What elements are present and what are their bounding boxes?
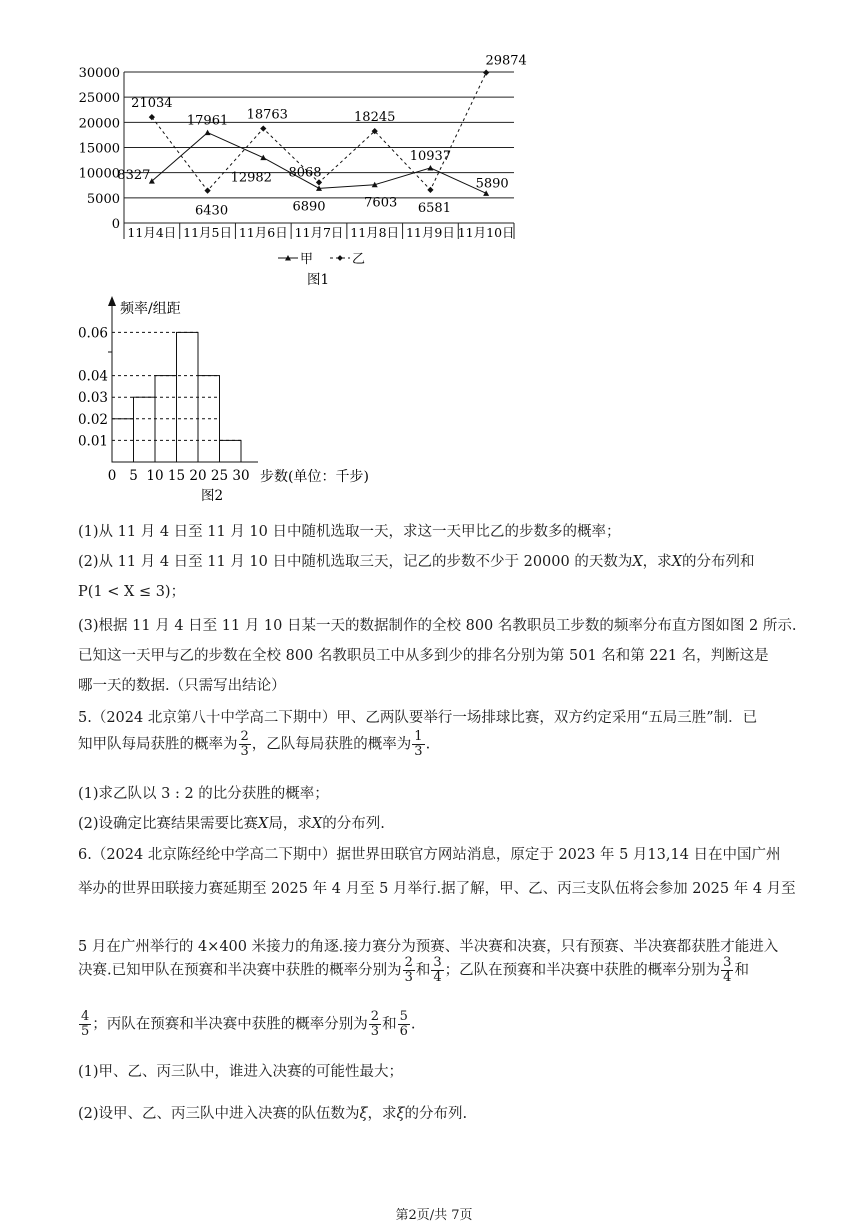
data-label: 6890 xyxy=(292,199,326,215)
q4-part3-line3: 哪一天的数据.（只需写出结论） xyxy=(78,678,286,694)
x-axis-title: 步数(单位：千步) xyxy=(260,469,369,485)
q6-text-c: ；乙队在预赛和半决赛中获胜的概率分别为 xyxy=(444,962,721,979)
y-tick-label: 0.01 xyxy=(77,433,108,450)
q4-part2-line2: P(1 < X ≤ 3)； xyxy=(78,584,186,600)
var-x: X xyxy=(671,554,682,570)
y-tick-label: 0.06 xyxy=(77,325,108,342)
q6-line4 xyxy=(78,956,749,985)
y-axis-arrow xyxy=(108,296,116,306)
page-footer: 第2页/共 7页 xyxy=(395,1208,473,1223)
fraction: $\frac{1}{3}$ xyxy=(414,729,423,759)
q5-text-b: ，乙队每局获胜的概率为 xyxy=(251,736,412,753)
x-tick-label: 5 xyxy=(129,468,138,484)
q6-part2-text-b: ，求 xyxy=(367,1106,397,1122)
data-label: 8068 xyxy=(288,165,322,181)
var-xi: ξ xyxy=(359,1106,368,1122)
fraction: $\frac{2}{3}$ xyxy=(240,729,249,759)
x-tick-label: 0 xyxy=(107,468,117,484)
q5-part2 xyxy=(78,812,385,833)
q6-text-f: 和 xyxy=(382,1016,397,1033)
q6-text-g: . xyxy=(410,1016,416,1033)
fraction: $\frac{5}{6}$ xyxy=(399,1009,408,1039)
q6-text-b: 和 xyxy=(415,962,431,979)
x-tick-label: 11月7日 xyxy=(294,225,344,240)
q6-text-d: 和 xyxy=(734,962,749,979)
q4-part2-text-c: 的分布列和 xyxy=(682,554,755,570)
x-tick-label: 20 xyxy=(189,468,207,484)
q6-heading: 6.（2024 北京陈经纶中学高二下期中）据世界田联官方网站消息，原定于 2023 年 5 月13,14 日在中国广州 xyxy=(78,847,781,863)
q6-line5 xyxy=(78,1010,415,1039)
q6-text-e: ；丙队在预赛和半决赛中获胜的概率分别为 xyxy=(92,1016,368,1033)
data-label: 21034 xyxy=(131,96,173,112)
fraction: $\frac{4}{5}$ xyxy=(81,1009,90,1039)
figure2-caption: 图2 xyxy=(200,488,224,504)
y-tick-label: 15000 xyxy=(78,141,120,157)
q6-part2-text-c: 的分布列. xyxy=(404,1106,468,1122)
x-tick-label: 11月10日 xyxy=(457,225,515,240)
q6-part2 xyxy=(78,1102,467,1123)
x-tick-label: 30 xyxy=(232,468,250,484)
q5-part1: (1)求乙队以 3 : 2 的比分获胜的概率； xyxy=(78,786,329,802)
x-tick-label: 11月8日 xyxy=(350,225,400,240)
q5-part2-text-c: 的分布列. xyxy=(322,816,385,832)
q5-line2 xyxy=(78,730,430,759)
fraction: $\frac{2}{3}$ xyxy=(404,955,413,985)
q5-heading: 5.（2024 北京第八十中学高二下期中）甲、乙两队要举行一场排球比赛，双方约定采用“五局三胜”制．已 xyxy=(78,710,758,726)
y-tick-label: 5000 xyxy=(86,191,120,207)
x-tick-label: 11月5日 xyxy=(183,225,233,240)
q6-part2-text-a: (2)设甲、乙、丙三队中进入决赛的队伍数为 xyxy=(78,1106,360,1122)
histogram-bar xyxy=(134,397,156,462)
histogram-bar xyxy=(220,440,242,462)
fraction: $\frac{3}{4}$ xyxy=(723,955,732,985)
q4-part3-line1: (3)根据 11 月 4 日至 11 月 10 日某一天的数据制作的全校 800 名教职员工步数的频率分布直方图如图 2 所示. xyxy=(78,618,797,634)
x-tick-label: 15 xyxy=(167,468,186,484)
data-label: 8327 xyxy=(117,168,151,184)
q5-text-c: . xyxy=(425,736,431,753)
data-label: 18245 xyxy=(354,110,396,126)
fraction: $\frac{2}{3}$ xyxy=(370,1009,380,1039)
var-x: X xyxy=(632,554,643,570)
y-tick-label: 0.02 xyxy=(77,411,108,428)
data-label: 7603 xyxy=(364,195,398,211)
data-label: 29874 xyxy=(485,53,527,69)
q4-part3-line2: 已知这一天甲与乙的步数在全校 800 名教职员工中从多到少的排名分别为第 501 名和第 221 名，判断这是 xyxy=(78,648,769,664)
data-label: 12982 xyxy=(230,170,272,186)
var-x: X xyxy=(258,816,269,832)
y-axis-title: 频率/组距 xyxy=(120,301,181,317)
data-label: 17961 xyxy=(186,113,229,129)
var-xi: ξ xyxy=(396,1106,405,1122)
x-tick-label: 10 xyxy=(146,468,164,484)
figure2-histogram xyxy=(0,0,868,510)
y-tick-label: 0 xyxy=(111,217,120,232)
data-label: 6581 xyxy=(417,200,451,216)
y-tick-label: 10000 xyxy=(78,166,120,182)
q4-part2-text-b: ，求 xyxy=(642,554,672,570)
y-tick-label: 30000 xyxy=(78,66,120,81)
x-tick-label: 11月6日 xyxy=(238,225,288,240)
legend-label-jia: 甲 xyxy=(300,252,314,267)
y-tick-label: 0.04 xyxy=(77,368,108,385)
figure1-caption: 图1 xyxy=(306,272,330,288)
q5-part2-text-a: (2)设确定比赛结果需要比赛 xyxy=(78,816,259,832)
y-tick-label: 0.03 xyxy=(77,390,108,407)
var-x: X xyxy=(311,816,323,832)
y-tick-label: 20000 xyxy=(78,116,120,132)
q6-line3: 5 月在广州举行的 4×400 米接力的角逐.接力赛分为预赛、半决赛和决赛，只有预赛、半决赛都获胜才能进入 xyxy=(78,939,779,955)
q5-part2-text-b: 局，求 xyxy=(268,816,312,832)
y-tick-label: 25000 xyxy=(78,91,120,107)
data-label: 6430 xyxy=(195,203,229,219)
data-label: 5890 xyxy=(475,176,509,192)
q4-part2-text-a: (2)从 11 月 4 日至 11 月 10 日中随机选取三天，记乙的步数不少于 20000 的天数为 xyxy=(78,554,633,570)
x-tick-label: 11月4日 xyxy=(127,225,177,240)
q6-text-a: 决赛.已知甲队在预赛和半决赛中获胜的概率分别为 xyxy=(78,962,402,979)
x-tick-label: 25 xyxy=(210,468,229,484)
x-tick-label: 11月9日 xyxy=(405,225,455,240)
q4-part1: (1)从 11 月 4 日至 11 月 10 日中随机选取一天，求这一天甲比乙的步数多的概率； xyxy=(78,524,621,540)
q4-part2-line1 xyxy=(78,550,755,571)
q6-line2: 举办的世界田联接力赛延期至 2025 年 4 月至 5 月举行.据了解，甲、乙、丙三支队伍将会参加 2025 年 4 月至 xyxy=(78,881,796,897)
q6-part1: (1)甲、乙、丙三队中，谁进入决赛的可能性最大； xyxy=(78,1064,404,1080)
data-label: 18763 xyxy=(246,107,288,123)
data-label: 10937 xyxy=(409,148,452,164)
q5-text-a: 知甲队每局获胜的概率为 xyxy=(78,736,238,753)
fraction: $\frac{3}{4}$ xyxy=(433,955,442,985)
legend-label-yi: 乙 xyxy=(352,252,366,267)
